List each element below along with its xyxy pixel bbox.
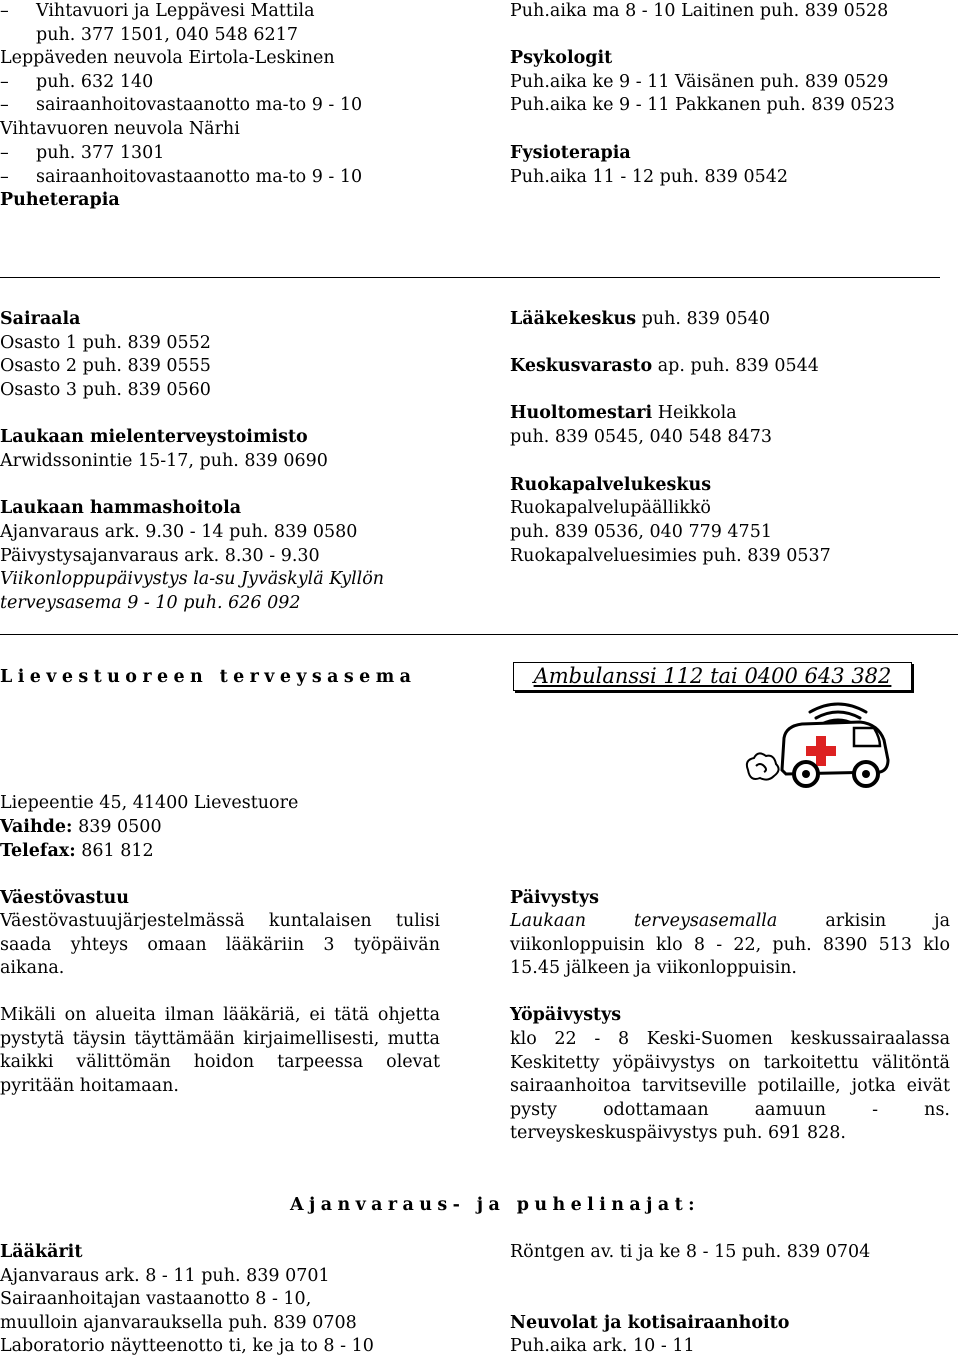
- telefax-line: Telefax: 861 812: [0, 841, 154, 861]
- vaihde-line: Vaihde: 839 0500: [0, 817, 162, 837]
- osasto-3: Osasto 3 puh. 839 0560: [0, 380, 211, 400]
- ambulance-number-box: Ambulanssi 112 tai 0400 643 382: [513, 662, 912, 691]
- dash-icon: –: [0, 167, 9, 187]
- laakarit-heading: Lääkärit: [0, 1242, 83, 1262]
- osasto-1: Osasto 1 puh. 839 0552: [0, 333, 211, 353]
- laakarit-line-4: Laboratorio näytteenotto ti, ke ja to 8 - 10: [0, 1336, 374, 1356]
- hammashoitola-line-1: Ajanvaraus ark. 9.30 - 14 puh. 839 0580: [0, 522, 358, 542]
- rontgen-line: Röntgen av. ti ja ke 8 - 15 puh. 839 0704: [510, 1242, 871, 1262]
- tl-line-3: Leppäveden neuvola Eirtola-Leskinen: [0, 48, 335, 68]
- keskusvarasto-line: Keskusvarasto ap. puh. 839 0544: [510, 356, 819, 376]
- hammashoitola-line-3: Viikonloppupäivystys la-su Jyväskylä Kyllön: [0, 569, 385, 589]
- ajanvaraus-heading: Ajanvaraus- ja puhelinajat:: [290, 1195, 700, 1215]
- laakekeskus-line: Lääkekeskus puh. 839 0540: [510, 309, 770, 329]
- osasto-2: Osasto 2 puh. 839 0555: [0, 356, 211, 376]
- ruokapalvelu-line-3: Ruokapalveluesimies puh. 839 0537: [510, 546, 831, 566]
- mikali-text: Mikäli on alueita ilman lääkäriä, ei tätä ohjetta pystytä täysin täyttämään kirjaimellisesti, mutta kaikki välittömän hoidon tarpeessa olevat pyritään hoitamaan.: [0, 1005, 440, 1096]
- tl-line-1: – Vihtavuori ja Leppävesi Mattila: [0, 1, 315, 21]
- ambulance-icon: [742, 700, 890, 794]
- tl-line-4: – puh. 632 140: [0, 72, 154, 92]
- tl-line-5: – sairaanhoitovastaanotto ma-to 9 - 10: [0, 95, 363, 115]
- divider-1: [0, 277, 940, 278]
- tl-line-2: puh. 377 1501, 040 548 6217: [36, 25, 298, 45]
- puheterapia-heading: Puheterapia: [0, 190, 120, 210]
- tr-line-4: Puh.aika 11 - 12 puh. 839 0542: [510, 167, 789, 187]
- tr-line-2: Puh.aika ke 9 - 11 Väisänen puh. 839 0529: [510, 72, 889, 92]
- dash-icon: –: [0, 72, 9, 92]
- hammashoitola-line-2: Päivystysajanvaraus ark. 8.30 - 9.30: [0, 546, 320, 566]
- yopaivystys-text: klo 22 - 8 Keski-Suomen keskussairaalassa Keskitetty yöpäivystys on tarkoitettu välitöntä sairaanhoitoa tarvitseville potilaille, jotka eivät pysty odottamaan aamuun - ns. terveyskeskuspäivystys puh. 691 828.: [510, 1029, 950, 1144]
- dash-icon: –: [0, 143, 9, 163]
- huoltomestari-phone: puh. 839 0545, 040 548 8473: [510, 427, 772, 447]
- ruokapalvelu-line-2: puh. 839 0536, 040 779 4751: [510, 522, 772, 542]
- paivystys-text: Laukaan terveysasemalla arkisin ja viikonloppuisin klo 8 - 22, puh. 8390 513 klo 15.45 jälkeen ja viikonloppuisin.: [510, 911, 950, 979]
- huoltomestari-line: Huoltomestari Heikkola: [510, 403, 737, 423]
- hammashoitola-line-4: terveysasema 9 - 10 puh. 626 092: [0, 593, 301, 613]
- dash-icon: –: [0, 95, 9, 115]
- hammashoitola-heading: Laukaan hammashoitola: [0, 498, 242, 518]
- laakarit-line-3: muulloin ajanvarauksella puh. 839 0708: [0, 1313, 357, 1333]
- tl-line-8: – sairaanhoitovastaanotto ma-to 9 - 10: [0, 167, 363, 187]
- tl-line-6: Vihtavuoren neuvola Närhi: [0, 119, 240, 139]
- divider-2: [0, 634, 958, 635]
- fysioterapia-heading: Fysioterapia: [510, 143, 631, 163]
- lievestuore-address: Liepeentie 45, 41400 Lievestuore: [0, 793, 299, 813]
- vaestovastuu-heading: Väestövastuu: [0, 888, 129, 908]
- vaestovastuu-text: Väestövastuujärjestelmässä kuntalaisen tulisi saada yhteys omaan lääkäriin 3 työpäivän aikana.: [0, 911, 440, 979]
- ruokapalvelu-line-1: Ruokapalvelupäällikkö: [510, 498, 711, 518]
- mielenterveys-heading: Laukaan mielenterveystoimisto: [0, 427, 308, 447]
- yopaivystys-heading: Yöpäivystys: [510, 1005, 622, 1025]
- psykologit-heading: Psykologit: [510, 48, 613, 68]
- tr-line-1: Puh.aika ma 8 - 10 Laitinen puh. 839 0528: [510, 1, 889, 21]
- laakarit-line-2: Sairaanhoitajan vastaanotto 8 - 10,: [0, 1289, 312, 1309]
- lievestuore-heading: Lievestuoreen terveysasema: [0, 667, 417, 687]
- mielenterveys-address: Arwidssonintie 15-17, puh. 839 0690: [0, 451, 328, 471]
- tr-line-3: Puh.aika ke 9 - 11 Pakkanen puh. 839 0523: [510, 95, 895, 115]
- sairaala-heading: Sairaala: [0, 309, 81, 329]
- tl-line-7: – puh. 377 1301: [0, 143, 165, 163]
- laakarit-line-1: Ajanvaraus ark. 8 - 11 puh. 839 0701: [0, 1266, 330, 1286]
- ruokapalvelukeskus-heading: Ruokapalvelukeskus: [510, 475, 712, 495]
- neuvolat-heading: Neuvolat ja kotisairaanhoito: [510, 1313, 790, 1333]
- neuvolat-line: Puh.aika ark. 10 - 11: [510, 1336, 695, 1356]
- dash-icon: –: [0, 1, 9, 21]
- paivystys-heading: Päivystys: [510, 888, 599, 908]
